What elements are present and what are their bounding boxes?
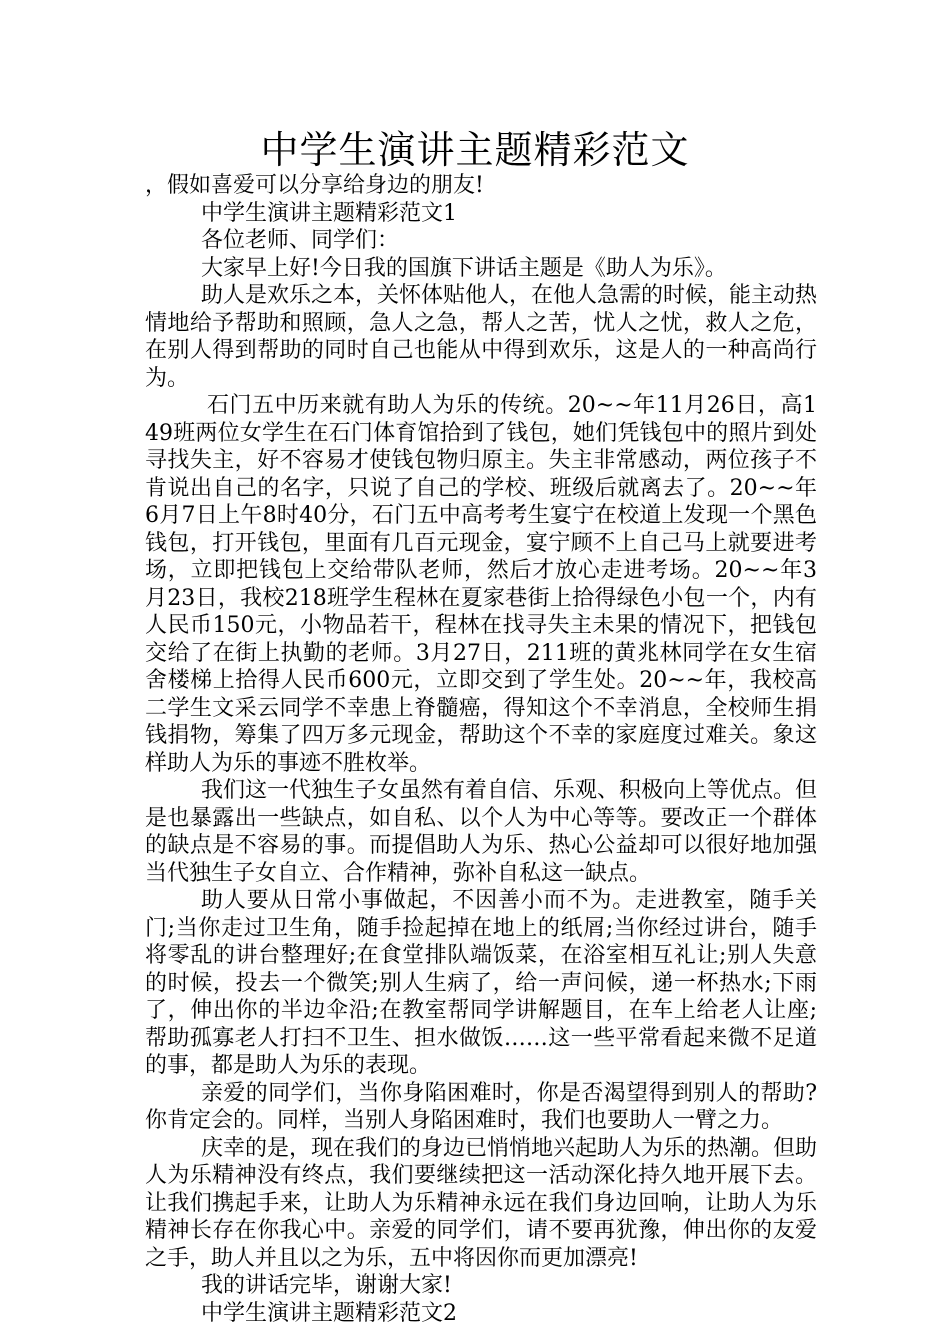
- section-heading-1: 中学生演讲主题精彩范文1: [201, 200, 457, 226]
- paragraph-fortunately: 庆幸的是，现在我们的身边已悄悄地兴起助人为乐的热潮。但助人为乐精神没有终点，我们要继续把这一活动深化持久地开展下去。让我们携起手来，让助人为乐精神永远在我们身边回响，让助人为乐精神长存在你我心中。亲爱的同学们，请不要再犹豫，伸出你的友爱之手，助人并且以之为乐，五中将因你而更加漂亮!: [145, 1135, 818, 1271]
- paragraph-classmates: 亲爱的同学们，当你身陷困难时，你是否渴望得到别人的帮助?你肯定会的。同样，当别人身陷困难时，我们也要助人一臂之力。: [145, 1080, 817, 1133]
- paragraph-greeting: 各位老师、同学们：: [201, 228, 400, 253]
- paragraph-topic: 大家早上好!今日我的国旗下讲话主题是《助人为乐》。: [201, 255, 727, 281]
- section-heading-2: 中学生演讲主题精彩范文2: [201, 1300, 457, 1326]
- paragraph-helping-is-joy: 助人是欢乐之本，关怀体贴他人，在他人急需的时候，能主动热情地给予帮助和照顾，急人之急，帮人之苦，忧人之忧，救人之危，在别人得到帮助的同时自己也能从中得到欢乐，这是人的一种高尚行为。: [145, 283, 818, 391]
- paragraph-small-things: 助人要从日常小事做起，不因善小而不为。走进教室，随手关门;当你走过卫生角，随手捡起掉在地上的纸屑;当你经过讲台，随手将零乱的讲台整理好;在食堂排队端饭菜，在浴室相互礼让;别人失意的时候，投去一个微笑;别人生病了，给一声问候，递一杯热水;下雨了，伸出你的半边伞沿;在教室帮同学讲解题目，在车上给老人让座;帮助孤寡老人打扫不卫生、担水做饭……这一些平常看起来微不足道的事，都是助人为乐的表现。: [145, 888, 817, 1078]
- paragraph-only-children: 我们这一代独生子女虽然有着自信、乐观、积极向上等优点。但是也暴露出一些缺点，如自私、以个人为中心等等。要改正一个群体的缺点是不容易的事。而提倡助人为乐、热心公益却可以很好地加强当代独生子女自立、合作精神，弥补自私这一缺点。: [145, 778, 818, 886]
- paragraph-closing: 我的讲话完毕，谢谢大家!: [201, 1273, 452, 1298]
- paragraph-intro: ，假如喜爱可以分享给身边的朋友!: [145, 173, 484, 198]
- document-title: 中学生演讲主题精彩范文: [260, 128, 690, 172]
- document-body: [145, 172, 817, 1327]
- paragraph-school-tradition: 石门五中历来就有助人为乐的传统。20~~年11月26日，高149班两位女学生在石门体育馆拾到了钱包，她们凭钱包中的照片到处寻找失主，好不容易才使钱包物归原主。失主非常感动，两位孩子不肯说出自己的名字，只说了自己的学校、班级后就离去了。20~~年6月7日上午8时40分，石门五中高考考生宴宁在校道上发现一个黑色钱包，打开钱包，里面有几百元现金，宴宁顾不上自己马上就要进考场，立即把钱包上交给带队老师，然后才放心走进考场。20~~年3月23日，我校218班学生程林在夏家巷街上拾得绿色小包一个，内有人民币150元，小物品若干，程林在找寻失主未果的情况下，把钱包交给了在街上执勤的老师。3月27日，211班的黄兆林同学在女生宿舍楼梯上拾得人民币600元，立即交到了学生处。20~~年，我校高二学生文采云同学不幸患上脊髓癌，得知这个不幸消息，全校师生捐钱捐物，筹集了四万多元现金，帮助这个不幸的家庭度过难关。象这样助人为乐的事迹不胜枚举。: [145, 393, 817, 776]
